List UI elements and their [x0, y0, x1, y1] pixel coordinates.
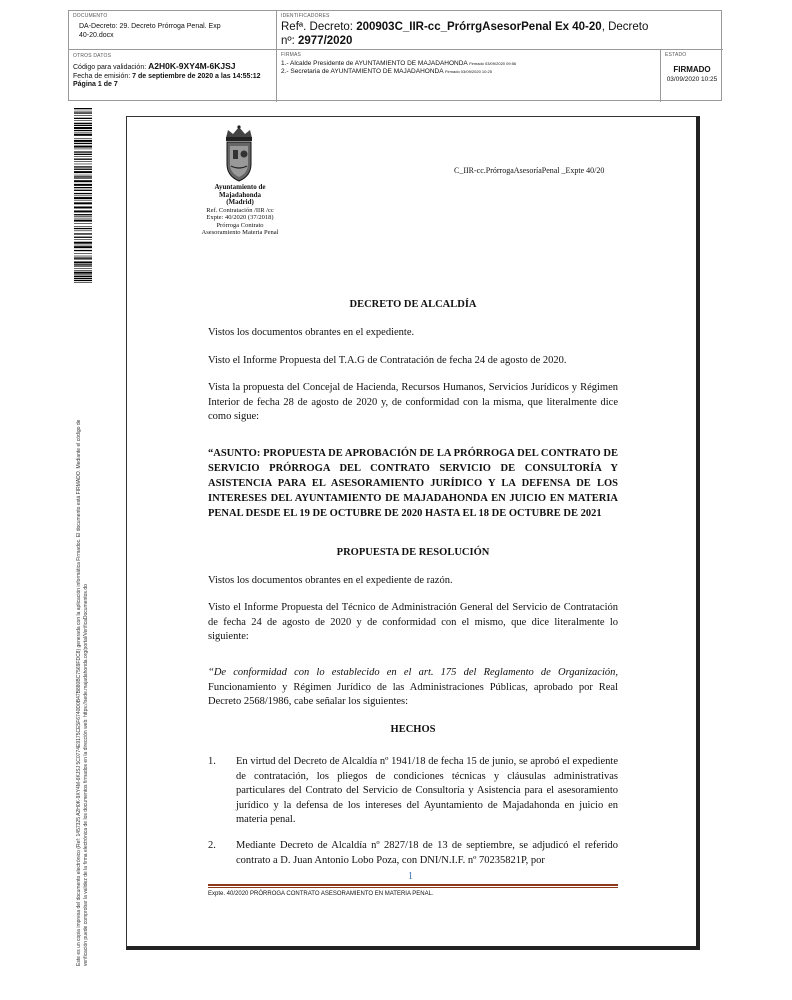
document-header	[68, 10, 722, 101]
barcode-bar	[74, 118, 92, 119]
barcode-bar	[74, 274, 92, 275]
firma1-date: Firmado 03/09/2020 09:56	[469, 61, 517, 66]
otros-label: OTROS DATOS	[73, 53, 112, 59]
barcode-bar	[74, 258, 92, 259]
paragraph-2: Visto el Informe Propuesta del T.A.G de Contratación de fecha 24 de agosto de 2020.	[208, 355, 567, 366]
documento-name	[79, 22, 272, 40]
barcode-bar	[74, 175, 92, 176]
list-item	[208, 839, 618, 868]
barcode-bar	[74, 161, 92, 162]
barcode-bar	[74, 216, 92, 217]
codigo-row	[73, 62, 272, 73]
paragraph-6-italic: “De conformidad con lo establecido en el art. 175 del Reglamento de Organización,	[208, 667, 618, 678]
barcode-bar	[74, 187, 92, 188]
firmas-label: FIRMAS	[281, 52, 302, 58]
estado-badge: FIRMADO	[673, 65, 711, 74]
footer-divider	[208, 884, 618, 886]
item2-text: Mediante Decreto de Alcaldía nº 2827/18 de 13 de septiembre, se adjudicó el referido contrato a D. Juan Antonio Lobo Poza, con DNI/N.I.F. nº 70235821P, por	[236, 840, 618, 866]
estado-date: 03/09/2020 10:25	[666, 76, 718, 83]
barcode-bar	[74, 228, 92, 229]
barcode-bar	[74, 171, 92, 173]
barcode-bar	[74, 245, 92, 246]
barcode-bar	[74, 112, 92, 113]
barcode-bar	[74, 115, 92, 116]
barcode-bar	[74, 272, 92, 274]
barcode-bar	[74, 164, 92, 165]
propuesta-title: PROPUESTA DE RESOLUCIÓN	[336, 547, 490, 558]
decree-title: DECRETO DE ALCALDÍA	[349, 299, 477, 310]
barcode-bar	[74, 184, 92, 186]
id-mid: , Decreto	[601, 21, 649, 33]
barcode-bar	[74, 214, 92, 215]
paragraph-4: Vistos los documentos obrantes en el expediente de razón.	[208, 575, 453, 586]
id-code: 200903C_IIR-cc_PrórrgAsesorPenal Ex 40-20	[356, 21, 602, 33]
barcode-bar	[74, 130, 92, 131]
barcode-bar	[74, 176, 92, 177]
id-no: 2977/2020	[298, 35, 353, 47]
barcode-bar	[74, 239, 92, 240]
firmas-cell	[277, 50, 661, 102]
item2-number: 2.	[208, 840, 216, 851]
muni-ref2: Expte: 40/2020 (37/2018)	[206, 214, 274, 221]
barcode-bar	[74, 202, 92, 204]
barcode-bar	[74, 146, 92, 148]
barcode-bar	[74, 223, 92, 224]
footer-divider-thin	[208, 887, 618, 888]
barcode-bar	[74, 159, 92, 160]
barcode-bar	[74, 200, 92, 201]
barcode-bar	[74, 226, 92, 227]
firma2-text: 2.- Secretaria de AYUNTAMIENTO DE MAJADAHONDA	[281, 68, 444, 75]
documento-cell	[69, 11, 277, 50]
barcode-bar	[74, 138, 92, 139]
codigo-prefix: Código para validación:	[73, 64, 149, 71]
identificadores-cell	[277, 11, 723, 50]
paragraph-1: Vistos los documentos obrantes en el expediente.	[208, 327, 415, 338]
barcode-icon	[74, 108, 92, 284]
estado-cell	[661, 50, 723, 102]
barcode-bar	[74, 264, 92, 265]
barcode-bar	[74, 111, 92, 112]
barcode-bar	[74, 242, 92, 244]
pagina-row	[73, 81, 272, 90]
documento-line1: DA-Decreto: 29. Decreto Prórroga Penal. Exp	[79, 23, 221, 30]
barcode-bar	[74, 178, 92, 179]
barcode-bar	[74, 143, 92, 144]
list-item	[208, 755, 618, 828]
verification-side-text	[76, 286, 89, 966]
paragraph-5: Visto el Informe Propuesta del Técnico de Administración General del Servicio de Contratación de fecha 24 de agosto de 2020 y de conformidad con el mismo, que dice literalmente lo siguiente:	[208, 602, 618, 642]
barcode-bar	[74, 253, 92, 254]
fecha-emision: 7 de septiembre de 2020 a las 14:55:12	[132, 72, 261, 80]
barcode-bar	[74, 166, 92, 167]
paragraph-6-rest: Funcionamiento y Régimen Jurídico de las Administraciones Públicas, aprobado por Real Decreto 2568/1986, cabe señalar los siguientes:	[208, 681, 618, 707]
barcode-bar	[74, 140, 92, 142]
barcode-bar	[74, 257, 92, 258]
estado-label: ESTADO	[665, 52, 687, 58]
barcode-bar	[74, 127, 92, 129]
barcode-bar	[74, 278, 92, 279]
id-no-prefix: nº:	[281, 35, 298, 47]
item1-number: 1.	[208, 756, 216, 767]
codigo-validacion[interactable]: A2H0K-9XY4M-6KJSJ	[148, 61, 236, 71]
muni-name1: Ayuntamiento de	[214, 183, 266, 191]
barcode-bar	[74, 276, 92, 277]
barcode-bar	[74, 282, 92, 283]
barcode-bar	[74, 270, 92, 271]
identificadores-label: IDENTIFICADORES	[281, 13, 330, 19]
muni-ref4: Asesoramiento Materia Penal	[201, 229, 279, 236]
barcode-bar	[74, 237, 92, 238]
barcode-bar	[74, 210, 92, 212]
barcode-bar	[74, 250, 92, 251]
barcode-bar	[74, 190, 92, 191]
side-line2: verificación puede comprobar la validez de la firma electrónica de los documentos firmados en la dirección web: https://sede.majadahonda.org/portal/VerificaDocumentos.do	[82, 584, 89, 966]
barcode-bar	[74, 233, 92, 234]
documento-label: DOCUMENTO	[73, 13, 108, 19]
id-prefix: Refª. Decreto:	[281, 21, 357, 33]
barcode-bar	[74, 220, 92, 222]
barcode-bar	[74, 218, 92, 219]
barcode-bar	[74, 134, 92, 136]
firma1-text: 1.- Alcalde Presidente de AYUNTAMIENTO DE MAJADAHONDA	[281, 60, 468, 67]
barcode-bar	[74, 108, 92, 109]
barcode-bar	[74, 154, 92, 155]
barcode-bar	[74, 120, 92, 121]
muni-name3: (Madrid)	[226, 198, 254, 206]
footer-text: Expte. 40/2020 PRÓRROGA CONTRATO ASESORAMIENTO EN MATERIA PENAL.	[208, 891, 434, 897]
item1-text: En virtud del Decreto de Alcaldía nº 1941/18 de fecha 15 de junio, se aprobó el expediente de contratación, los pliegos de condiciones técnicas y cláusulas administrativas particulares del Contrato del Servicio de Consultoría y Asistencia para el asesoramiento jurídico y la defensa de los intereses del Ayuntamiento de Majadahonda en juicio en materia penal.	[236, 756, 618, 825]
barcode-bar	[74, 266, 92, 267]
barcode-bar	[74, 196, 92, 197]
barcode-bar	[74, 133, 92, 134]
page-number: 1	[408, 871, 413, 882]
paragraph-3: Vista la propuesta del Concejal de Hacienda, Recursos Humanos, Servicios Jurídicos y Régimen Interior de fecha 28 de agosto de 2020 y, de conformidad con la misma, que literalmente dice como sigue:	[208, 382, 618, 422]
firma-1	[281, 60, 656, 68]
identificador-text	[281, 20, 719, 48]
barcode-bar	[74, 206, 92, 208]
barcode-bar	[74, 151, 92, 152]
paragraph-6	[208, 666, 618, 710]
fecha-row	[73, 73, 272, 82]
barcode-bar	[74, 231, 92, 232]
barcode-bar	[74, 149, 92, 150]
firma2-date: Firmado 03/09/2020 10:25	[445, 69, 492, 74]
barcode-bar	[74, 261, 92, 263]
barcode-bar	[74, 197, 92, 199]
municipality-block	[186, 184, 294, 237]
barcode-bar	[74, 268, 92, 269]
barcode-bar	[74, 123, 92, 124]
asunto-block: “ASUNTO: PROPUESTA DE APROBACIÓN DE LA PRÓRROGA DEL CONTRATO DE SERVICIO PRÓRROGA DEL CONTRATO SERVICIO DE CONSULTORÍA Y ASISTENCIA PARA EL ASESORAMIENTO JURÍDICO Y LA DEFENSA DE LOS INTERESES DEL AYUNTAMIENTO DE MAJADAHONDA EN JUICIO EN MATERIA PENAL DESDE EL 19 DE OCTUBRE DE 2020 HASTA EL 18 DE OCTUBRE DE 2021	[208, 448, 618, 519]
pagina-count: Página 1 de 7	[73, 81, 118, 88]
barcode-bar	[74, 156, 92, 157]
firma-2	[281, 68, 656, 76]
barcode-bar	[74, 169, 92, 170]
document-reference: C_IIR-cc.PrórrogaAsesoríaPenal _Expte 40/20	[454, 166, 605, 175]
barcode-bar	[74, 246, 92, 248]
hechos-title: HECHOS	[390, 724, 436, 735]
muni-name2: Majadahonda	[218, 190, 261, 199]
side-line1: Este es un copia impresa del documento electrónico (Ref: 1457325 A2H0K-9XY4M-6KJSJ 5C0774E9175CE5F6740D0B47B880BC7569FDC8) generada con la aplicación informática Firmadoc. El documento está FIRMADO. Mediante el código de	[76, 419, 82, 966]
muni-ref1: Ref. Contratación /IIR /cc	[206, 206, 274, 214]
otros-datos-cell	[69, 50, 277, 102]
muni-ref3: Prórroga Contrato	[216, 221, 264, 229]
fecha-prefix: Fecha de emisión:	[73, 72, 133, 80]
barcode-bar	[74, 193, 92, 194]
barcode-bar	[74, 125, 92, 126]
documento-line2: 40-20.docx	[79, 32, 114, 39]
coat-of-arms-icon	[218, 124, 260, 184]
barcode-bar	[74, 180, 92, 182]
barcode-bar	[74, 280, 92, 281]
barcode-bar	[74, 256, 92, 257]
